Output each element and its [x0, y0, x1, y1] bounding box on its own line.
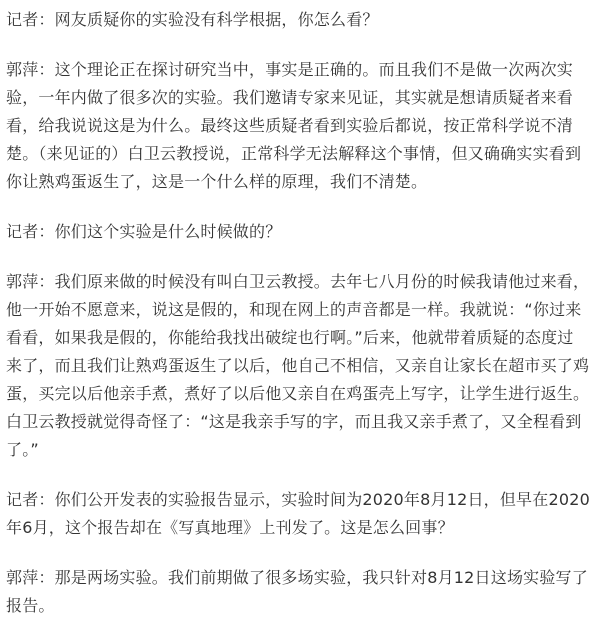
question-paragraph: 记者：你们公开发表的实验报告显示，实验时间为2020年8月12日，但早在2020 年6月，这个报告却在《写真地理》上刊发了。这是怎么回事？	[6, 490, 590, 537]
answer-paragraph: 郭萍：我们原来做的时候没有叫白卫云教授。去年七八月份的时候我请他过来看， 他一开始不愿意来，说这是假的，和现在网上的声音都是一样。我就说：“你过来 看看，如果我是假的，你能给我找出破绽也行啊。”后来，他就带着质疑的态度过 来了，而且我们让熟鸡蛋返生了以后，他自己不相信，又亲自让家长在超市买了鸡 蛋，买完以后他亲手煮，煮好了以后他又亲自在鸡蛋壳上写字，让学生进行返生。 白卫云教授就觉得奇怪了：“这是我亲手写的字，而且我又亲手煮了，又全程看到 了。”	[6, 272, 590, 459]
question-paragraph: 记者：你们这个实验是什么时候做的？	[6, 222, 282, 241]
answer-paragraph: 郭萍：那是两场实验。我们前期做了很多场实验，我只针对8月12日这场实验写了 报告。	[6, 568, 588, 615]
question-paragraph: 记者：网友质疑你的实验没有科学根据，你怎么看？	[6, 10, 379, 29]
answer-paragraph: 郭萍：这个理论正在探讨研究当中，事实是正确的。而且我们不是做一次两次实 验，一年内做了很多次的实验。我们邀请专家来见证，其实就是想请质疑者来看 看，给我说说这是为什么。最终这些质疑者看到实验后都说，按正常科学说不清 楚。（来见证的）白卫云教授说，正常科学无法解释这个事情，但又确确实实看到 你让熟鸡蛋返生了，这是一个什么样的原理，我们不清楚。	[6, 60, 582, 191]
